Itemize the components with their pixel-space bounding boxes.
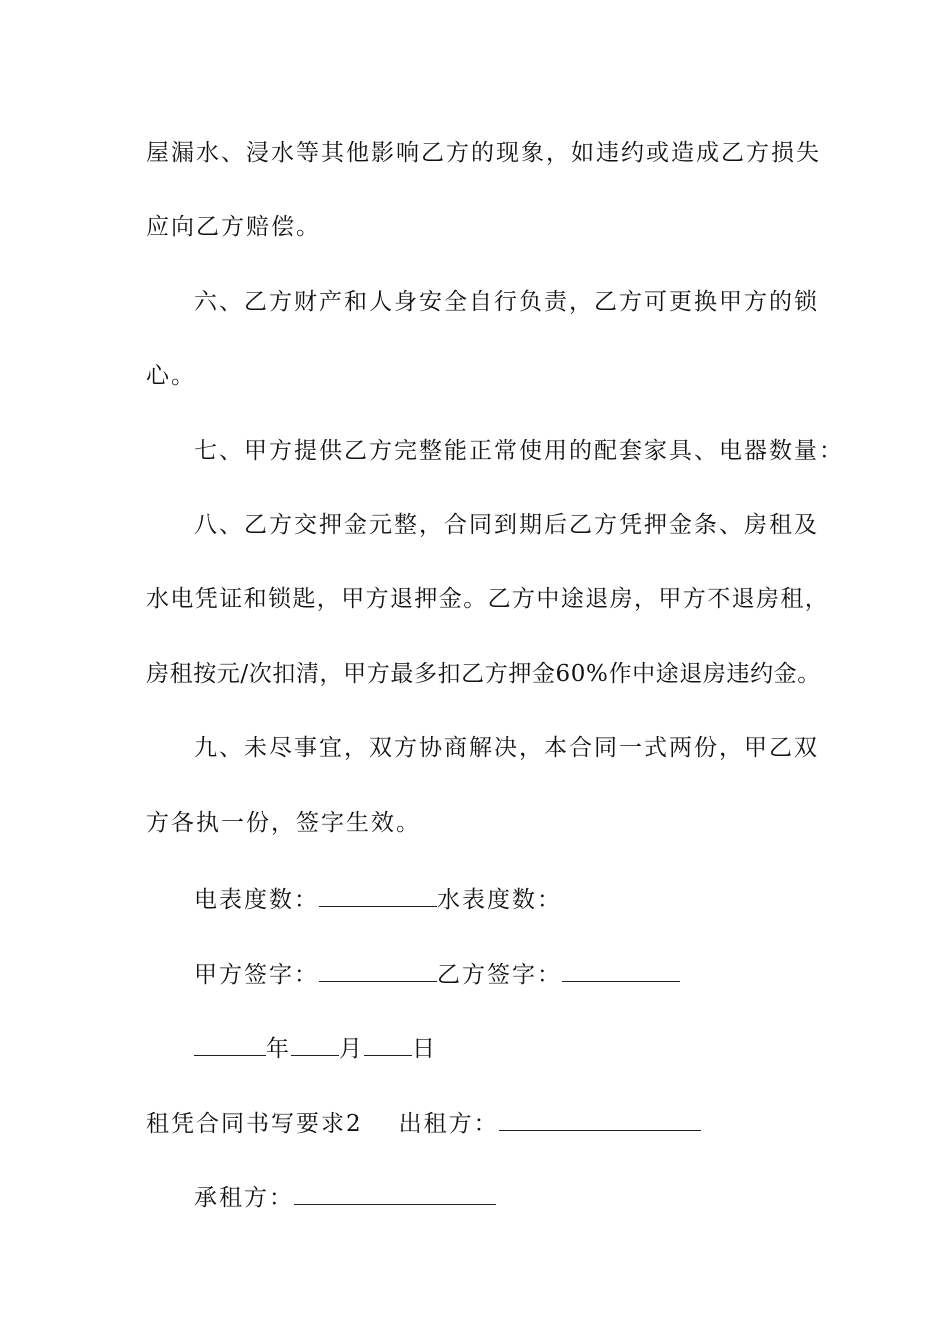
- year-label: 年: [266, 1036, 291, 1062]
- water-meter-label: 水表度数：: [437, 887, 562, 913]
- year-blank: [194, 1031, 266, 1056]
- lessor-blank: [499, 1106, 701, 1131]
- signature-line: [194, 957, 680, 990]
- paragraph-line: 心。: [146, 363, 196, 389]
- lessee-blank: [294, 1180, 496, 1205]
- electric-meter-label: 电表度数：: [194, 887, 319, 913]
- lessor-label: 出租方：: [398, 1111, 499, 1137]
- clause-9: 九、未尽事宜，双方协商解决，本合同一式两份，甲乙双: [194, 735, 819, 761]
- section2-title: 租凭合同书写要求2: [146, 1111, 363, 1137]
- month-label: 月: [339, 1036, 364, 1062]
- electric-meter-blank: [319, 882, 437, 907]
- day-blank: [364, 1031, 412, 1056]
- paragraph-line: 房租按元/次扣清，甲方最多扣乙方押金60%作中途退房违约金。: [146, 661, 821, 687]
- lessee-line: [194, 1180, 496, 1213]
- paragraph-line: 应向乙方赔偿。: [146, 214, 321, 240]
- lessee-label: 承租方：: [194, 1185, 294, 1211]
- party-a-signature-label: 甲方签字：: [194, 962, 319, 988]
- section2-header: [146, 1106, 701, 1139]
- paragraph-line: 屋漏水、浸水等其他影响乙方的现象，如违约或造成乙方损失: [146, 140, 821, 166]
- day-label: 日: [412, 1036, 437, 1062]
- party-a-signature-blank: [319, 957, 437, 982]
- month-blank: [291, 1031, 339, 1056]
- date-line: [194, 1031, 437, 1064]
- paragraph-line: 方各执一份，签字生效。: [146, 810, 421, 836]
- party-b-signature-label: 乙方签字：: [437, 962, 562, 988]
- party-b-signature-blank: [562, 957, 680, 982]
- paragraph-line: 水电凭证和锁匙，甲方退押金。乙方中途退房，甲方不退房租，: [146, 586, 830, 612]
- meter-readings: [194, 882, 562, 915]
- clause-7: 七、甲方提供乙方完整能正常使用的配套家具、电器数量：: [194, 438, 844, 464]
- clause-8: 八、乙方交押金元整，合同到期后乙方凭押金条、房租及: [194, 512, 819, 538]
- clause-6: 六、乙方财产和人身安全自行负责，乙方可更换甲方的锁: [194, 289, 819, 315]
